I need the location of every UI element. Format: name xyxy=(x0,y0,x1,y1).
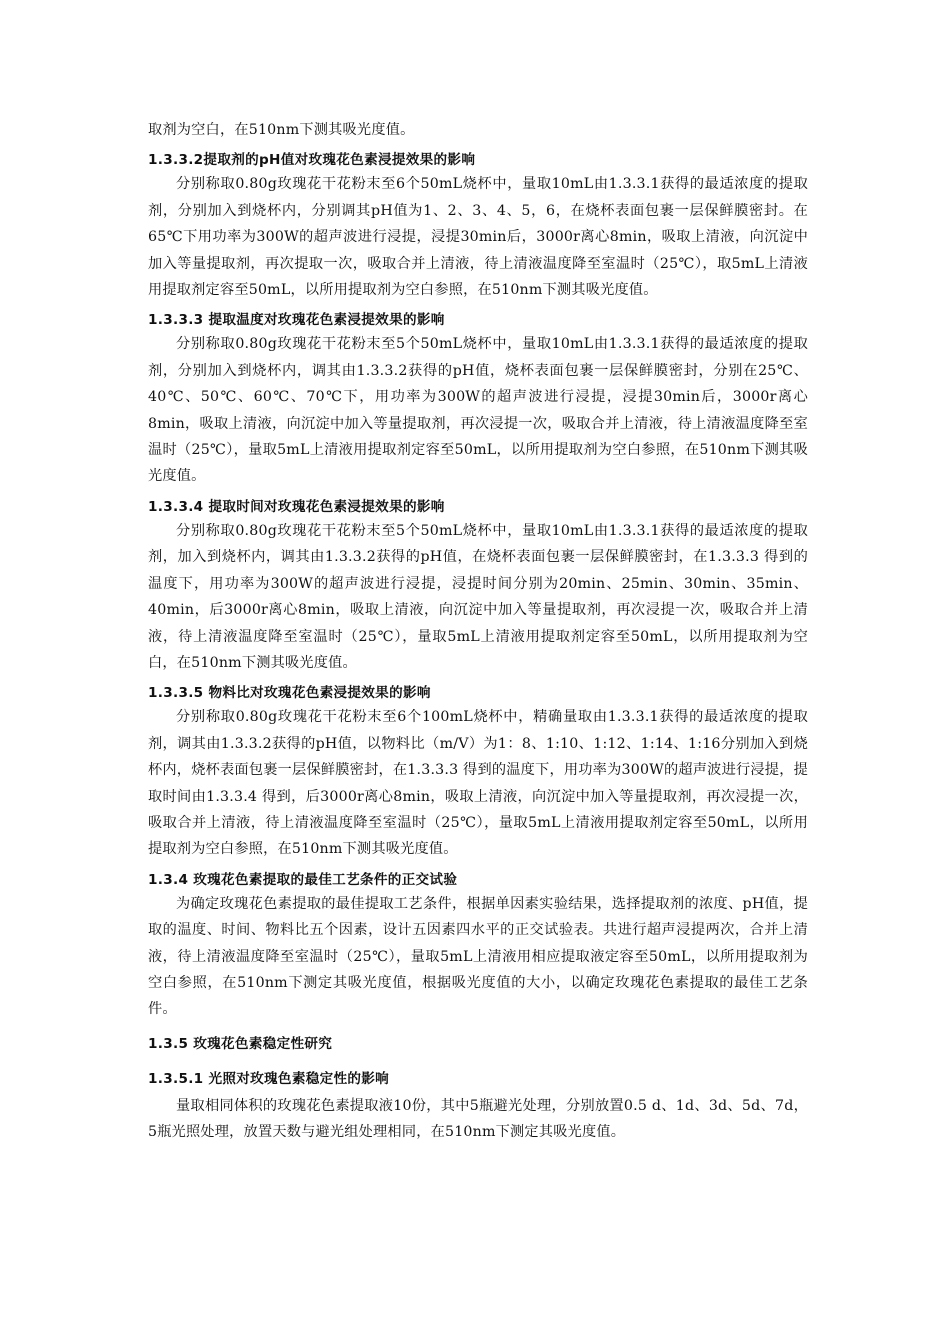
section-heading: 1.3.5 玫瑰花色素稳定性研究 xyxy=(148,1035,333,1052)
paragraph: 为确定玫瑰花色素提取的最佳提取工艺条件，根据单因素实验结果，选择提取剂的浓度、pH值，提取的温度、时间、物料比五个因素，设计五因素四水平的正交试验表。共进行超声浸提两次，合并上清液，待上清液温度降至室温时（25℃），量取5mL上清液用相应提取液定容至50mL，以所用提取剂为空白参照，在510nm下测定其吸光度值，根据吸光度值的大小，以确定玫瑰花色素提取的最佳工艺条件。 xyxy=(148,895,808,1018)
section-heading: 1.3.3.4 提取时间对玫瑰花色素浸提效果的影响 xyxy=(148,498,445,515)
section-heading: 1.3.3.3 提取温度对玫瑰花色素浸提效果的影响 xyxy=(148,312,445,329)
section-heading: 1.3.3.5 物料比对玫瑰花色素浸提效果的影响 xyxy=(148,685,431,702)
paragraph: 量取相同体积的玫瑰花色素提取液10份，其中5瓶避光处理，分别放置0.5 d、1d、3d、5d、7d，5瓶光照处理，放置天数与避光组处理相同，在510nm下测定其吸光度值。 xyxy=(148,1097,808,1141)
paragraph: 分别称取0.80g玫瑰花干花粉末至6个50mL烧杯中，量取10mL由1.3.3.1获得的最适浓度的提取剂，分别加入到烧杯内，分别调其pH值为1、2、3、4、5，6，在烧杯表面包裹一层保鲜膜密封。在65℃下用功率为300W的超声波进行浸提，浸提30min后，3000r离心8min，吸取上清液，向沉淀中加入等量提取剂，再次提取一次，吸取合并上清液，待上清液温度降至室温时（25℃），取5mL上清液用提取剂定容至50mL，以所用提取剂为空白参照，在510nm下测其吸光度值。 xyxy=(148,176,808,299)
paragraph: 分别称取0.80g玫瑰花干花粉末至5个50mL烧杯中，量取10mL由1.3.3.1获得的最适浓度的提取剂，分别加入到烧杯内，调其由1.3.3.2获得的pH值，烧杯表面包裹一层保鲜膜密封，分别在25℃、40℃、50℃、60℃、70℃下，用功率为300W的超声波进行浸提，浸提30min后，3000r离心8min，吸取上清液，向沉淀中加入等量提取剂，再次浸提一次，吸取合并上清液，待上清液温度降至室温时（25℃），量取5mL上清液用提取剂定容至50mL，以所用提取剂为空白参照，在510nm下测其吸光度值。 xyxy=(148,336,808,485)
paragraph: 分别称取0.80g玫瑰花干花粉末至6个100mL烧杯中，精确量取由1.3.3.1获得的最适浓度的提取剂，调其由1.3.3.2获得的pH值，以物料比（m/V）为1：8、1:10、1:12、1:14、1:16分别加入到烧杯内，烧杯表面包裹一层保鲜膜密封，在1.3.3.3 得到的温度下，用功率为300W的超声波进行浸提，提取时间由1.3.3.4 得到，后3000r离心8min，吸取上清液，向沉淀中加入等量提取剂，再次浸提一次，吸取合并上清液，待上清液温度降至室温时（25℃），量取5mL上清液用提取剂定容至50mL，以所用提取剂为空白参照，在510nm下测其吸光度值。 xyxy=(148,709,808,858)
section-heading: 1.3.4 玫瑰花色素提取的最佳工艺条件的正交试验 xyxy=(148,871,458,888)
paragraph: 取剂为空白，在510nm下测其吸光度值。 xyxy=(148,122,415,138)
subsection-heading: 1.3.5.1 光照对玫瑰色素稳定性的影响 xyxy=(148,1070,390,1087)
document-body xyxy=(148,117,808,1146)
paragraph: 分别称取0.80g玫瑰花干花粉末至5个50mL烧杯中，量取10mL由1.3.3.1获得的最适浓度的提取剂，加入到烧杯内，调其由1.3.3.2获得的pH值，在烧杯表面包裹一层保鲜膜密封，在1.3.3.3 得到的温度下，用功率为300W的超声波进行浸提，浸提时间分别为20min、25min、30min、35min、40min，后3000r离心8min，吸取上清液，向沉淀中加入等量提取剂，再次浸提一次，吸取合并上清液，待上清液温度降至室温时（25℃），量取5mL上清液用提取剂定容至50mL，以所用提取剂为空白，在510nm下测其吸光度值。 xyxy=(148,522,808,671)
section-heading: 1.3.3.2提取剂的pH值对玫瑰花色素浸提效果的影响 xyxy=(148,152,476,169)
